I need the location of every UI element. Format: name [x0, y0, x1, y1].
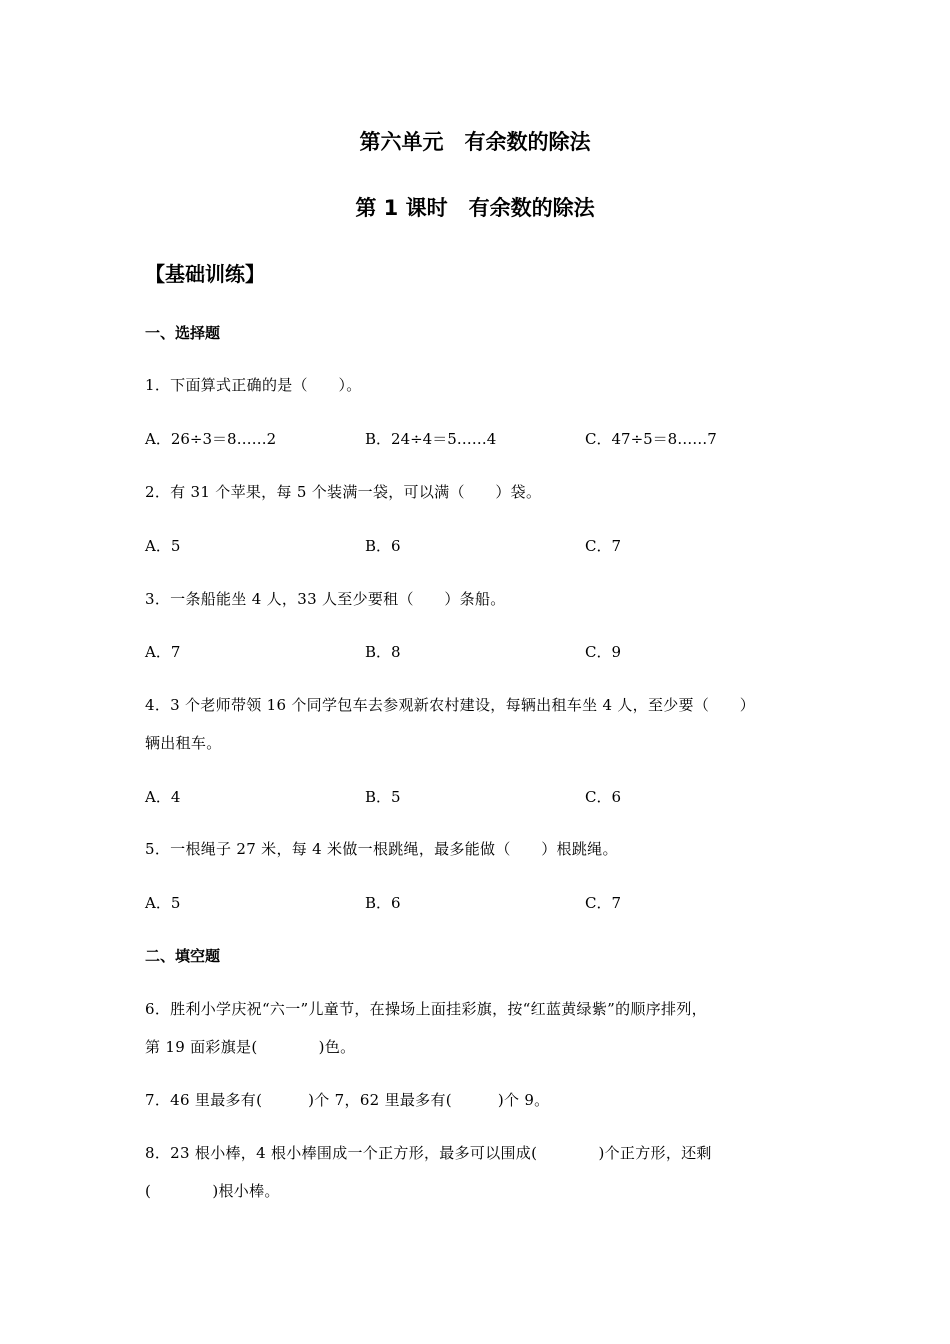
question-1-option-a: A．26÷3＝8……2	[145, 430, 277, 448]
question-7: 7．46 里最多有( )个 7，62 里最多有( )个 9。	[145, 1091, 550, 1109]
part2-heading: 二、填空题	[145, 947, 221, 965]
part1-heading: 一、选择题	[145, 324, 221, 342]
question-2-option-a: A．5	[145, 537, 181, 555]
question-4-line-1: 4．3 个老师带领 16 个同学包车去参观新农村建设，每辆出租车坐 4 人，至少要（ ）	[145, 696, 756, 714]
question-6-line-1: 6．胜利小学庆祝“六一”儿童节，在操场上面挂彩旗，按“红蓝黄绿紫”的顺序排列，	[145, 1000, 707, 1018]
question-5-option-b: B．6	[365, 894, 401, 912]
unit-title: 第六单元 有余数的除法	[359, 130, 591, 154]
question-8-line-2: ( )根小棒。	[145, 1182, 280, 1200]
question-2: 2．有 31 个苹果，每 5 个装满一袋，可以满（ ）袋。	[145, 483, 542, 501]
question-4-option-b: B．5	[365, 788, 401, 806]
lesson-title: 第 1 课时 有余数的除法	[355, 196, 595, 220]
question-5-option-c: C．7	[585, 894, 622, 912]
question-1-option-b: B．24÷4＝5……4	[365, 430, 497, 448]
question-5-option-a: A．5	[145, 894, 181, 912]
question-1: 1．下面算式正确的是（ ）。	[145, 376, 362, 394]
question-1-option-c: C．47÷5＝8……7	[585, 430, 717, 448]
question-3: 3．一条船能坐 4 人，33 人至少要租（ ）条船。	[145, 590, 506, 608]
section-heading: 【基础训练】	[145, 262, 265, 286]
question-2-option-b: B．6	[365, 537, 401, 555]
question-3-option-a: A．7	[145, 643, 181, 661]
question-5: 5．一根绳子 27 米，每 4 米做一根跳绳，最多能做（ ）根跳绳。	[145, 840, 618, 858]
question-2-option-c: C．7	[585, 537, 622, 555]
question-6-line-2: 第 19 面彩旗是( )色。	[145, 1038, 356, 1056]
question-4-line-2: 辆出租车。	[145, 734, 222, 752]
question-3-option-c: C．9	[585, 643, 622, 661]
question-4-option-c: C．6	[585, 788, 622, 806]
question-8-line-1: 8．23 根小棒，4 根小棒围成一个正方形，最多可以围成( )个正方形，还剩	[145, 1144, 712, 1162]
question-4-option-a: A．4	[145, 788, 181, 806]
question-3-option-b: B．8	[365, 643, 401, 661]
